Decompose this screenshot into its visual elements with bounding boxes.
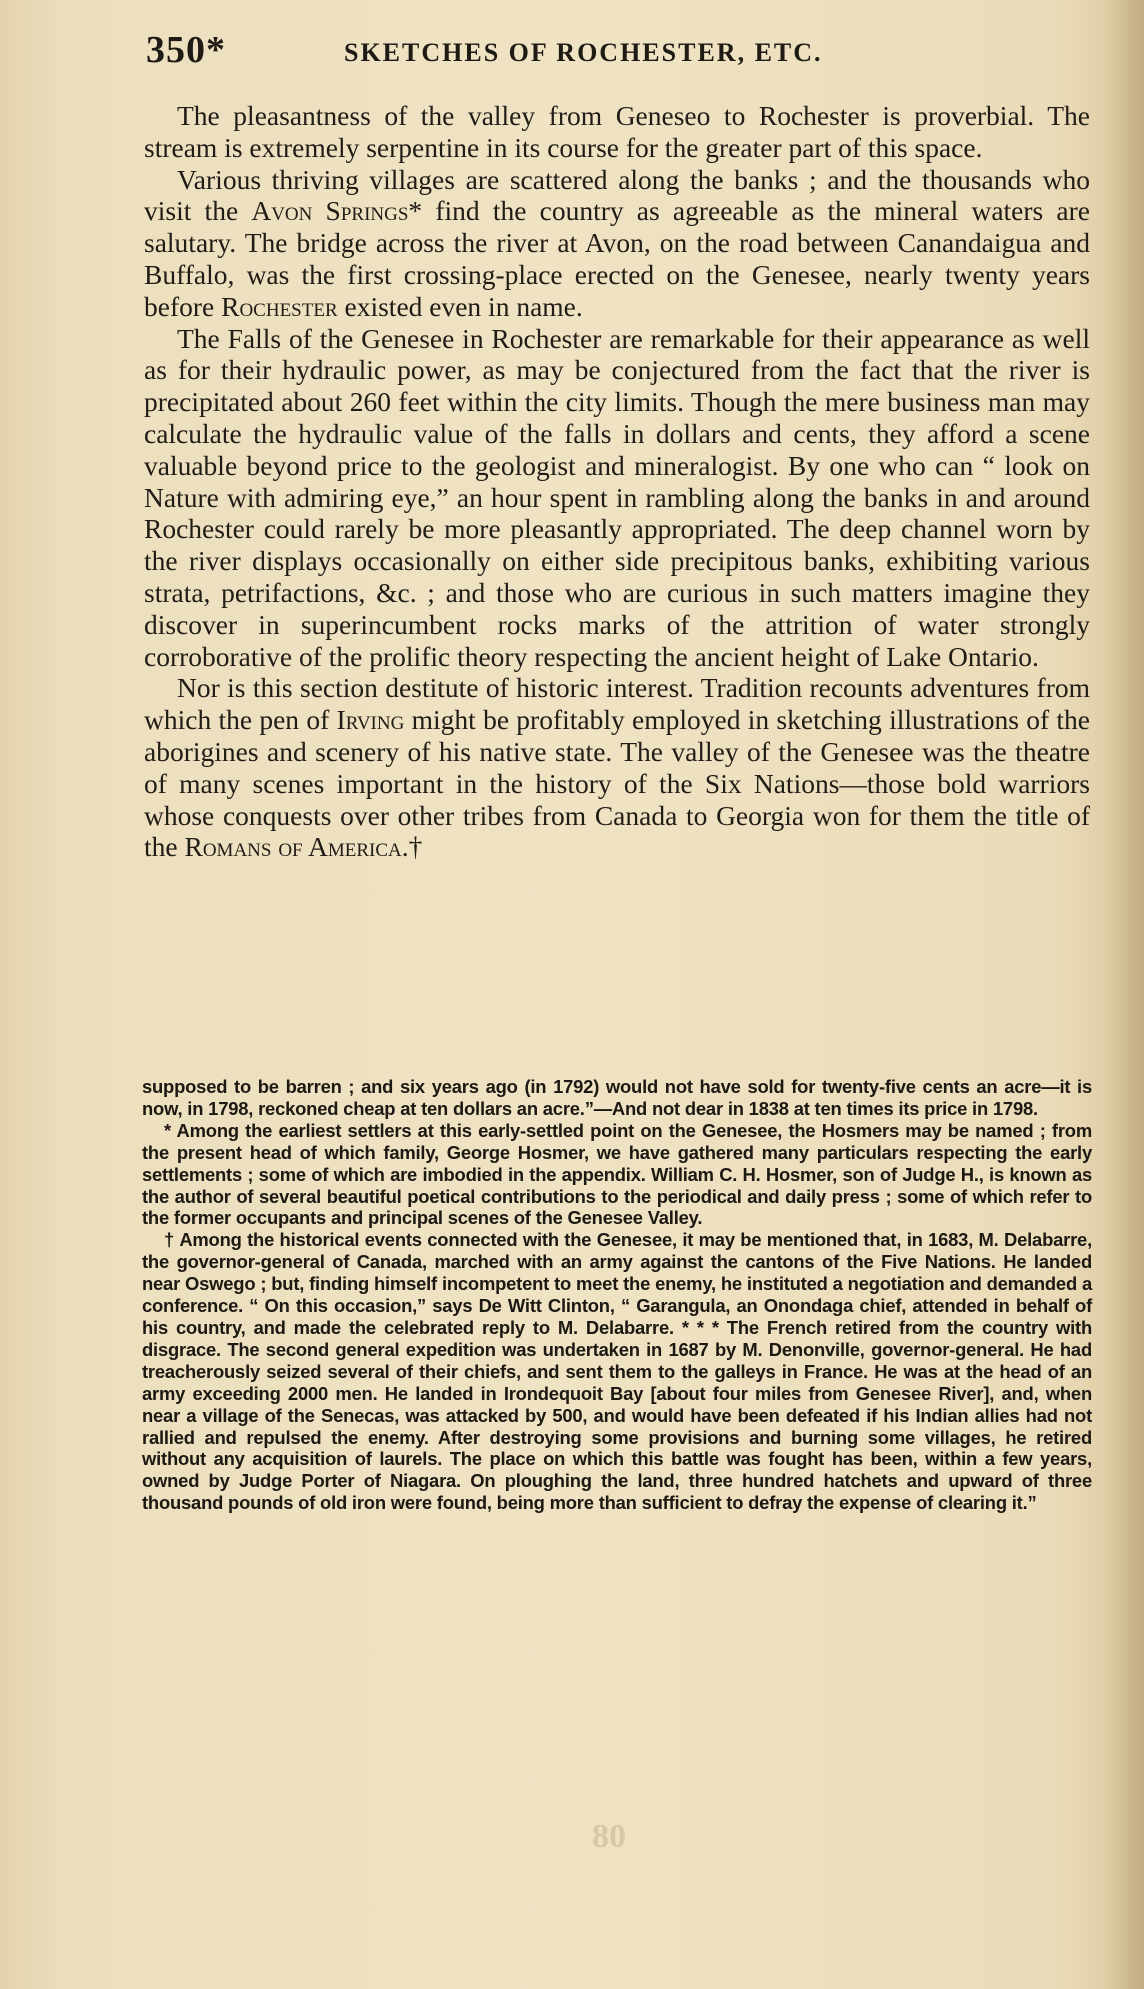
paragraph-2 [144, 164, 1090, 323]
main-text [144, 100, 1090, 863]
paragraph-1 [144, 100, 1090, 164]
paragraph-2-text-a: Various thriving villages are scattered along the banks ; and the thousands who visit the [144, 163, 1090, 227]
paragraph-4-text-c: .† [401, 831, 423, 863]
paragraph-4-text-b: might be profitably employed in sketching illustrations of the aborigines and scenery of his native state. The valley of the Genesee was the theatre of many scenes important in the history of the Six Nations—those bold warriors whose conquests over other tribes from Canada to Georgia won for them the title of the [144, 704, 1090, 863]
footnote-continued: supposed to be barren ; and six years ago (in 1792) would not have sold for twenty-five cents an acre—it is now, in 1798, reckoned cheap at ten dollars an acre.”—And not dear in 1838 at ten times its price in 1798. [142, 1076, 1092, 1119]
footnote-star: * Among the earliest settlers at this early-settled point on the Genesee, the Hosmers may be named ; from the present head of which family, George Hosmer, we have gathered many particulars respecting the early settlements ; some of which are imbodied in the appendix. William C. H. Hosmer, son of Judge H., is known as the author of several beautiful poetical contributions to the periodical and daily press ; some of which refer to the former occupants and principal scenes of the Genesee Valley. [142, 1119, 1092, 1229]
running-head: SKETCHES OF ROCHESTER, ETC. [344, 38, 823, 67]
paragraph-4 [144, 672, 1090, 863]
paragraph-3-text: The Falls of the Genesee in Rochester are remarkable for their appearance as well as for their hydraulic power, as may be conjectured from the fact that the river is precipitated about 260 feet within the city limits. Though the mere business man may calculate the hydraulic value of the falls in dollars and cents, they afford a scene valuable beyond price to the geologist and mineralogist. By one who can “ look on Nature with admiring eye,” an hour spent in rambling along the banks in and around Rochester could rarely be more pleasantly appropriated. The deep channel worn by the river displays occasionally on either side precipitous banks, exhibiting various strata, petrifactions, &c. ; and those who are curious in such matters imagine they discover in superincumbent rocks marks of the attrition of water strongly corroborative of the prolific theory respecting the ancient height of Lake Ontario. [144, 322, 1090, 672]
paragraph-1-text: The pleasantness of the valley from Geneseo to Rochester is proverbial. The stream is extremely serpentine in its course for the greater part of this space. [144, 100, 1090, 163]
romans-of-america: Romans of America [184, 831, 402, 863]
rochester-name: Rochester [221, 290, 338, 322]
page-header [146, 28, 986, 78]
bleed-through-number: 08 [592, 1818, 626, 1855]
avon-springs-name: Avon Springs [251, 195, 409, 227]
irving-name: Irving [336, 704, 405, 736]
footnote-dagger: † Among the historical events connected with the Genesee, it may be mentioned that, in 1683, M. Delabarre, the governor-general of Canada, marched with an army against the cantons of the Five Nations. He landed near Oswego ; but, finding himself incompetent to meet the enemy, he instituted a negotiation and demanded a conference. “ On this occasion,” says De Witt Clinton, “ Garangula, an Onondaga chief, attended in behalf of his country, and made the celebrated reply to M. Delabarre. * * * The French retired from the country with disgrace. The second general expedition was undertaken in 1687 by M. Denonville, governor-general. He had treacherously seized several of their chiefs, and sent them to the galleys in France. He was at the head of an army exceeding 2000 men. He landed in Irondequoit Bay [about four miles from Genesee River], and, when near a village of the Senecas, was attacked by 500, and would have been defeated if his Indian allies had not rallied and repulsed the enemy. After destroying some provisions and burning some villages, he retired without any acquisition of laurels. The place on which this battle was fought has been, within a few years, owned by Judge Porter of Niagara. On ploughing the land, three hundred hatchets and upward of three thousand pounds of old iron were found, being more than sufficient to defray the expense of clearing it.” [142, 1229, 1092, 1514]
paragraph-4-text-a: Nor is this section destitute of historic interest. Tradition recounts adventures from which the pen of [144, 672, 1090, 736]
paragraph-2-text-c: existed even in name. [344, 290, 583, 322]
page-number: 350* [146, 29, 226, 71]
footnotes [142, 1076, 1092, 1514]
paragraph-2-text-b: * find the country as agreeable as the mineral waters are salutary. The bridge across the river at Avon, on the road between Canandaigua and Buffalo, was the first crossing-place erected on the Genesee, nearly twenty years before [144, 195, 1090, 322]
paragraph-3 [144, 323, 1090, 673]
